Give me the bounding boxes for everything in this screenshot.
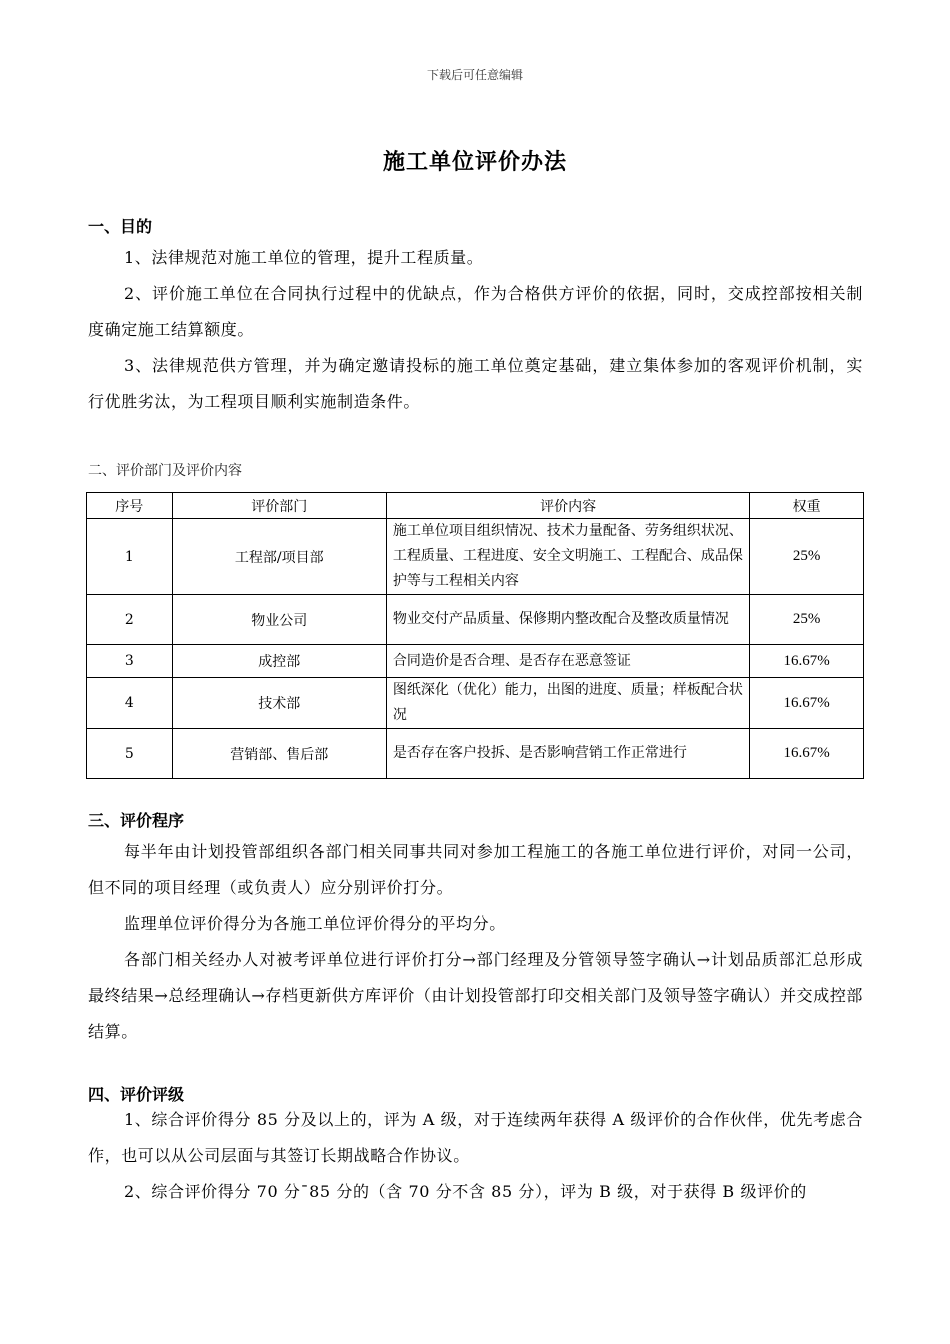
cell-department: 技术部	[172, 678, 386, 729]
cell-weight: 16.67%	[750, 678, 864, 729]
column-header-content: 评价内容	[386, 493, 749, 519]
cell-no: 2	[87, 595, 173, 645]
column-header-weight: 权重	[750, 493, 864, 519]
table-row	[87, 678, 864, 729]
cell-department: 物业公司	[172, 595, 386, 645]
cell-department: 工程部/项目部	[172, 519, 386, 595]
cell-weight: 16.67%	[750, 729, 864, 779]
table-row	[87, 729, 864, 779]
cell-content: 是否存在客户投拆、是否影响营销工作正常进行	[386, 729, 749, 779]
cell-no: 3	[87, 645, 173, 678]
cell-content: 物业交付产品质量、保修期内整改配合及整改质量情况	[386, 595, 749, 645]
cell-no: 1	[87, 519, 173, 595]
cell-department: 营销部、售后部	[172, 729, 386, 779]
paragraph: 2、评价施工单位在合同执行过程中的优缺点，作为合格供方评价的依据，同时，交成控部按相关制度确定施工结算额度。	[88, 284, 863, 339]
cell-content: 图纸深化（优化）能力，出图的进度、质量；样板配合状况	[386, 678, 749, 729]
paragraph: 3、法律规范供方管理，并为确定邀请投标的施工单位奠定基础，建立集体参加的客观评价机制，实行优胜劣汰，为工程项目顺利实施制造条件。	[88, 356, 863, 411]
table-row	[87, 595, 864, 645]
paragraph: 每半年由计划投管部组织各部门相关同事共同对参加工程施工的各施工单位进行评价，对同一公司，但不同的项目经理（或负责人）应分别评价打分。	[88, 842, 863, 897]
page-header-note: 下载后可任意编辑	[426, 68, 523, 82]
section-heading-purpose: 一、目的	[88, 217, 153, 236]
paragraph: 监理单位评价得分为各施工单位评价得分的平均分。	[124, 914, 506, 933]
cell-weight: 25%	[750, 595, 864, 645]
cell-weight: 25%	[750, 519, 864, 595]
table-row	[87, 645, 864, 678]
document-title: 施工单位评价办法	[382, 149, 567, 175]
paragraph: 1、法律规范对施工单位的管理，提升工程质量。	[124, 248, 484, 267]
section-heading-procedure: 三、评价程序	[88, 811, 185, 830]
cell-no: 5	[87, 729, 173, 779]
cell-no: 4	[87, 678, 173, 729]
cell-weight: 16.67%	[750, 645, 864, 678]
section-heading-grading: 四、评价评级	[88, 1085, 185, 1104]
table-row	[87, 519, 864, 595]
column-header-department: 评价部门	[172, 493, 386, 519]
evaluation-table	[86, 492, 864, 779]
paragraph: 2、综合评价得分 70 分¯85 分的（含 70 分不含 85 分），评为 B 级，对于获得 B 级评价的	[124, 1182, 807, 1201]
cell-department: 成控部	[172, 645, 386, 678]
column-header-no: 序号	[87, 493, 173, 519]
section-heading-departments: 二、评价部门及评价内容	[88, 463, 242, 479]
paragraph: 各部门相关经办人对被考评单位进行评价打分→部门经理及分管领导签字确认→计划品质部汇总形成最终结果→总经理确认→存档更新供方库评价（由计划投管部打印交相关部门及领导签字确认）并交成控部结算。	[88, 950, 864, 1041]
cell-content: 合同造价是否合理、是否存在恶意签证	[386, 645, 749, 678]
paragraph: 1、综合评价得分 85 分及以上的，评为 A 级，对于连续两年获得 A 级评价的合作伙伴，优先考虑合作，也可以从公司层面与其签订长期战略合作协议。	[88, 1110, 863, 1165]
table-header-row	[87, 493, 864, 519]
cell-content: 施工单位项目组织情况、技术力量配备、劳务组织状况、工程质量、工程进度、安全文明施工、工程配合、成品保护等与工程相关内容	[386, 519, 749, 595]
